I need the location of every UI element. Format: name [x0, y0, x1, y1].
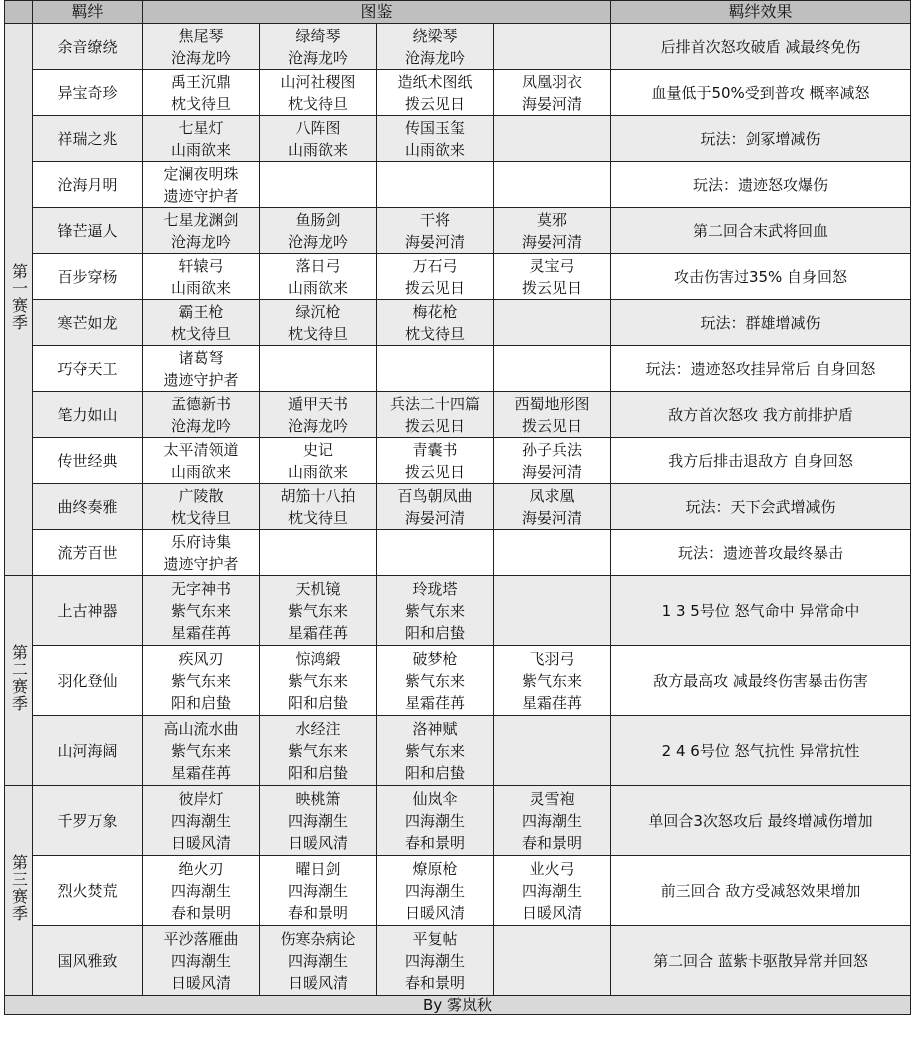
- bond-name: 烈火焚荒: [33, 856, 143, 926]
- codex-item-source: 四海潮生: [522, 881, 583, 900]
- codex-item-source: 四海潮生: [522, 811, 583, 830]
- codex-cell: [494, 530, 611, 576]
- codex-item-name: 曜日剑: [295, 859, 341, 878]
- codex-cell: [260, 716, 377, 786]
- codex-item-source: 四海潮生: [170, 951, 231, 970]
- codex-item-source: 海晏河清: [404, 508, 465, 527]
- codex-item-source: 山雨欲来: [287, 278, 348, 297]
- codex-cell: [143, 346, 260, 392]
- codex-item-name: 玲珑塔: [412, 579, 458, 598]
- codex-item-source: 紫气东来: [287, 741, 348, 760]
- codex-cell: [260, 856, 377, 926]
- codex-item-source: 山雨欲来: [287, 462, 348, 481]
- season-label: [5, 576, 33, 786]
- codex-item-source: 遗迹守护者: [163, 370, 239, 389]
- codex-item-source: 四海潮生: [287, 811, 348, 830]
- codex-item-name: 干将: [419, 210, 450, 229]
- bond-name: 余音缭绕: [33, 24, 143, 70]
- table-row: [5, 254, 911, 300]
- codex-item-name: 禹王沉鼎: [170, 72, 231, 91]
- codex-item-name: 孟德新书: [170, 394, 231, 413]
- codex-item-source: 紫气东来: [404, 671, 465, 690]
- codex-item-source: 春和景明: [522, 833, 583, 852]
- codex-cell: [494, 576, 611, 646]
- codex-item-source: 沧海龙吟: [404, 48, 465, 67]
- codex-item-name: 定澜夜明珠: [163, 164, 239, 183]
- codex-cell: [260, 646, 377, 716]
- codex-item-name: 胡笳十八拍: [280, 486, 356, 505]
- codex-item-name: 高山流水曲: [163, 719, 239, 738]
- codex-item-source: 拨云见日: [404, 462, 465, 481]
- codex-item-name: 遁甲天书: [287, 394, 348, 413]
- codex-item-source: 阳和启蛰: [287, 693, 348, 712]
- codex-cell: [377, 346, 494, 392]
- codex-item-name: 焦尾琴: [178, 26, 224, 45]
- codex-cell: [143, 438, 260, 484]
- codex-cell: [260, 926, 377, 996]
- codex-cell: [494, 646, 611, 716]
- codex-item-name: 业火弓: [529, 859, 575, 878]
- codex-item-name: 破梦枪: [412, 649, 458, 668]
- codex-cell: [377, 786, 494, 856]
- codex-cell: [143, 254, 260, 300]
- codex-item-source: 紫气东来: [404, 741, 465, 760]
- codex-item-name: 飞羽弓: [529, 649, 575, 668]
- codex-item-source: 山雨欲来: [287, 140, 348, 159]
- codex-cell: [260, 162, 377, 208]
- bond-name: 山河海阔: [33, 716, 143, 786]
- bond-name: 曲终奏雅: [33, 484, 143, 530]
- codex-item-source: 阳和启蛰: [404, 623, 465, 642]
- codex-cell: [494, 392, 611, 438]
- table-row: [5, 208, 911, 254]
- bond-effect: 单回合3次怒攻后 最终增减伤增加: [611, 786, 911, 856]
- bond-effect: 玩法：遗迹怒攻挂异常后 自身回怒: [611, 346, 911, 392]
- codex-cell: [260, 438, 377, 484]
- table-row: [5, 24, 911, 70]
- codex-item-source: 紫气东来: [522, 671, 583, 690]
- codex-item-name: 仙岚伞: [412, 789, 458, 808]
- codex-cell: [260, 786, 377, 856]
- table-row: [5, 576, 911, 646]
- codex-item-name: 孙子兵法: [522, 440, 583, 459]
- bond-name: 异宝奇珍: [33, 70, 143, 116]
- codex-cell: [494, 300, 611, 346]
- codex-item-name: 山河社稷图: [280, 72, 356, 91]
- codex-item-name: 史记: [302, 440, 333, 459]
- codex-cell: [143, 392, 260, 438]
- table-row: [5, 484, 911, 530]
- codex-item-source: 日暖风清: [170, 973, 231, 992]
- codex-cell: [143, 70, 260, 116]
- codex-cell: [260, 392, 377, 438]
- codex-item-name: 平沙落雁曲: [163, 929, 239, 948]
- codex-cell: [143, 926, 260, 996]
- codex-item-source: 海晏河清: [522, 462, 583, 481]
- codex-item-source: 星霜荏苒: [170, 623, 231, 642]
- codex-item-source: 沧海龙吟: [287, 232, 348, 251]
- codex-cell: [494, 926, 611, 996]
- bond-name: 巧夺天工: [33, 346, 143, 392]
- codex-cell: [377, 576, 494, 646]
- codex-cell: [143, 576, 260, 646]
- codex-cell: [377, 162, 494, 208]
- codex-item-name: 七星灯: [178, 118, 224, 137]
- codex-item-name: 莫邪: [537, 210, 568, 229]
- bond-name: 锋芒逼人: [33, 208, 143, 254]
- codex-cell: [143, 530, 260, 576]
- table-row: [5, 530, 911, 576]
- table-row: [5, 162, 911, 208]
- codex-cell: [143, 300, 260, 346]
- codex-cell: [494, 116, 611, 162]
- codex-item-source: 四海潮生: [170, 811, 231, 830]
- codex-item-source: 四海潮生: [287, 951, 348, 970]
- codex-cell: [143, 856, 260, 926]
- codex-item-source: 枕戈待旦: [287, 94, 348, 113]
- codex-item-source: 四海潮生: [170, 881, 231, 900]
- season-label-text: 第二赛季: [9, 643, 29, 712]
- codex-item-name: 灵雪袍: [529, 789, 575, 808]
- bond-name: 千罗万象: [33, 786, 143, 856]
- codex-item-name: 造纸术图纸: [397, 72, 473, 91]
- codex-item-source: 枕戈待旦: [170, 324, 231, 343]
- codex-cell: [260, 208, 377, 254]
- codex-cell: [377, 646, 494, 716]
- header-codex: 图鉴: [143, 1, 611, 24]
- codex-item-name: 水经注: [295, 719, 341, 738]
- codex-cell: [377, 926, 494, 996]
- codex-cell: [260, 254, 377, 300]
- codex-item-name: 绿沉枪: [295, 302, 341, 321]
- bond-effect: 1 3 5号位 怒气命中 异常命中: [611, 576, 911, 646]
- codex-cell: [494, 24, 611, 70]
- codex-item-source: 拨云见日: [404, 416, 465, 435]
- codex-item-name: 七星龙渊剑: [163, 210, 239, 229]
- bond-name: 传世经典: [33, 438, 143, 484]
- codex-item-source: 星霜荏苒: [404, 693, 465, 712]
- codex-cell: [143, 786, 260, 856]
- codex-item-source: 海晏河清: [522, 94, 583, 113]
- codex-cell: [143, 116, 260, 162]
- codex-item-source: 日暖风清: [522, 903, 583, 922]
- codex-item-name: 百鸟朝凤曲: [397, 486, 473, 505]
- codex-cell: [494, 70, 611, 116]
- bond-name: 流芳百世: [33, 530, 143, 576]
- header-bond: 羁绊: [33, 1, 143, 24]
- bond-effect: 第二回合 蓝紫卡驱散异常并回怒: [611, 926, 911, 996]
- codex-item-source: 枕戈待旦: [404, 324, 465, 343]
- codex-cell: [377, 300, 494, 346]
- codex-item-source: 山雨欲来: [404, 140, 465, 159]
- codex-item-name: 太平清领道: [163, 440, 239, 459]
- codex-item-name: 鱼肠剑: [295, 210, 341, 229]
- codex-item-source: 阳和启蛰: [404, 763, 465, 782]
- codex-item-name: 绕梁琴: [412, 26, 458, 45]
- codex-cell: [260, 346, 377, 392]
- table-row: [5, 116, 911, 162]
- bond-effect: 2 4 6号位 怒气抗性 异常抗性: [611, 716, 911, 786]
- codex-item-source: 星霜荏苒: [170, 763, 231, 782]
- bond-name: 沧海月明: [33, 162, 143, 208]
- codex-item-source: 沧海龙吟: [170, 416, 231, 435]
- codex-cell: [260, 300, 377, 346]
- bond-effect: 玩法：剑冢增减伤: [611, 116, 911, 162]
- bond-name: 上古神器: [33, 576, 143, 646]
- codex-item-source: 沧海龙吟: [170, 48, 231, 67]
- codex-cell: [494, 856, 611, 926]
- codex-item-source: 枕戈待旦: [287, 508, 348, 527]
- codex-cell: [377, 856, 494, 926]
- codex-item-name: 疾风刃: [178, 649, 224, 668]
- bond-name: 祥瑞之兆: [33, 116, 143, 162]
- bond-name: 笔力如山: [33, 392, 143, 438]
- codex-cell: [260, 70, 377, 116]
- season-label-text: 第三赛季: [9, 853, 29, 922]
- codex-item-source: 紫气东来: [170, 671, 231, 690]
- codex-item-source: 遗迹守护者: [163, 186, 239, 205]
- codex-cell: [377, 716, 494, 786]
- codex-item-source: 沧海龙吟: [287, 48, 348, 67]
- bond-name: 寒芒如龙: [33, 300, 143, 346]
- codex-item-source: 紫气东来: [287, 601, 348, 620]
- codex-item-source: 拨云见日: [404, 278, 465, 297]
- bond-effect: 后排首次怒攻破盾 减最终免伤: [611, 24, 911, 70]
- codex-cell: [494, 254, 611, 300]
- bond-effect: 第二回合末武将回血: [611, 208, 911, 254]
- codex-cell: [494, 208, 611, 254]
- codex-cell: [260, 576, 377, 646]
- codex-item-source: 紫气东来: [287, 671, 348, 690]
- codex-item-source: 日暖风清: [287, 973, 348, 992]
- codex-item-source: 星霜荏苒: [522, 693, 583, 712]
- codex-cell: [494, 716, 611, 786]
- bond-effect: 前三回合 敌方受减怒效果增加: [611, 856, 911, 926]
- codex-item-source: 阳和启蛰: [287, 763, 348, 782]
- codex-cell: [377, 530, 494, 576]
- bond-effect: 敌方最高攻 减最终伤害暴击伤害: [611, 646, 911, 716]
- bond-name: 百步穿杨: [33, 254, 143, 300]
- codex-item-name: 绝火刃: [178, 859, 224, 878]
- codex-item-name: 凤求凰: [529, 486, 575, 505]
- codex-cell: [377, 208, 494, 254]
- codex-item-source: 紫气东来: [170, 741, 231, 760]
- codex-item-name: 彼岸灯: [178, 789, 224, 808]
- codex-cell: [260, 484, 377, 530]
- codex-item-source: 四海潮生: [404, 811, 465, 830]
- codex-item-name: 轩辕弓: [178, 256, 224, 275]
- codex-item-source: 紫气东来: [404, 601, 465, 620]
- bond-effect: 我方后排击退敌方 自身回怒: [611, 438, 911, 484]
- table-body: [5, 24, 911, 996]
- codex-cell: [143, 162, 260, 208]
- footer-row: [5, 996, 911, 1015]
- codex-item-source: 星霜荏苒: [287, 623, 348, 642]
- codex-item-name: 天机镜: [295, 579, 341, 598]
- season-label-text: 第一赛季: [9, 262, 29, 331]
- codex-cell: [377, 70, 494, 116]
- codex-item-source: 沧海龙吟: [287, 416, 348, 435]
- codex-item-source: 拨云见日: [522, 416, 583, 435]
- codex-item-source: 海晏河清: [404, 232, 465, 251]
- codex-item-name: 广陵散: [178, 486, 224, 505]
- codex-item-source: 拨云见日: [404, 94, 465, 113]
- bond-name: 国风雅致: [33, 926, 143, 996]
- table-row: [5, 926, 911, 996]
- author-credit: By 雾岚秋: [5, 996, 911, 1015]
- corner-cell: [5, 1, 33, 24]
- bond-table: [4, 0, 911, 1015]
- codex-cell: [494, 162, 611, 208]
- table-row: [5, 392, 911, 438]
- season-label: [5, 786, 33, 996]
- bond-effect: 玩法：天下会武增减伤: [611, 484, 911, 530]
- codex-cell: [494, 786, 611, 856]
- codex-item-name: 青囊书: [412, 440, 458, 459]
- codex-item-name: 燎原枪: [412, 859, 458, 878]
- codex-item-source: 枕戈待旦: [170, 94, 231, 113]
- codex-item-source: 山雨欲来: [170, 462, 231, 481]
- codex-item-source: 四海潮生: [287, 881, 348, 900]
- codex-cell: [494, 438, 611, 484]
- codex-item-source: 四海潮生: [404, 881, 465, 900]
- codex-item-source: 春和景明: [170, 903, 231, 922]
- codex-item-source: 海晏河清: [522, 232, 583, 251]
- codex-cell: [260, 116, 377, 162]
- codex-cell: [143, 24, 260, 70]
- codex-item-name: 诸葛弩: [178, 348, 224, 367]
- season-label: [5, 24, 33, 576]
- codex-item-name: 映桃箫: [295, 789, 341, 808]
- bond-name: 羽化登仙: [33, 646, 143, 716]
- codex-item-source: 紫气东来: [170, 601, 231, 620]
- table-row: [5, 786, 911, 856]
- codex-cell: [377, 392, 494, 438]
- codex-cell: [377, 438, 494, 484]
- codex-item-name: 霸王枪: [178, 302, 224, 321]
- codex-item-source: 山雨欲来: [170, 278, 231, 297]
- codex-cell: [494, 484, 611, 530]
- codex-item-name: 西蜀地形图: [514, 394, 590, 413]
- table-row: [5, 346, 911, 392]
- codex-cell: [143, 484, 260, 530]
- codex-item-name: 八阵图: [295, 118, 341, 137]
- codex-item-name: 伤寒杂病论: [280, 929, 356, 948]
- codex-cell: [377, 24, 494, 70]
- codex-item-name: 绿绮琴: [295, 26, 341, 45]
- table-row: [5, 646, 911, 716]
- codex-item-name: 万石弓: [412, 256, 458, 275]
- codex-item-name: 乐府诗集: [170, 532, 231, 551]
- header-row: [5, 1, 911, 24]
- codex-item-source: 春和景明: [287, 903, 348, 922]
- codex-item-name: 平复帖: [412, 929, 458, 948]
- codex-cell: [494, 346, 611, 392]
- codex-item-source: 山雨欲来: [170, 140, 231, 159]
- table-row: [5, 716, 911, 786]
- codex-item-source: 阳和启蛰: [170, 693, 231, 712]
- codex-item-source: 四海潮生: [404, 951, 465, 970]
- codex-item-source: 枕戈待旦: [170, 508, 231, 527]
- header-effect: 羁绊效果: [611, 1, 911, 24]
- codex-cell: [143, 716, 260, 786]
- table-row: [5, 300, 911, 346]
- table-row: [5, 438, 911, 484]
- codex-cell: [377, 484, 494, 530]
- bond-effect: 攻击伤害过35% 自身回怒: [611, 254, 911, 300]
- codex-cell: [377, 116, 494, 162]
- codex-item-name: 落日弓: [295, 256, 341, 275]
- bond-effect: 敌方首次怒攻 我方前排护盾: [611, 392, 911, 438]
- codex-cell: [377, 254, 494, 300]
- codex-item-name: 灵宝弓: [529, 256, 575, 275]
- codex-item-name: 惊鸿緞: [295, 649, 341, 668]
- codex-item-name: 无字神书: [170, 579, 231, 598]
- codex-item-source: 日暖风清: [170, 833, 231, 852]
- codex-item-source: 海晏河清: [522, 508, 583, 527]
- codex-item-source: 春和景明: [404, 833, 465, 852]
- codex-item-source: 枕戈待旦: [287, 324, 348, 343]
- codex-item-source: 日暖风清: [287, 833, 348, 852]
- codex-item-name: 梅花枪: [412, 302, 458, 321]
- table-row: [5, 856, 911, 926]
- codex-item-source: 日暖风清: [404, 903, 465, 922]
- codex-item-source: 沧海龙吟: [170, 232, 231, 251]
- codex-cell: [143, 208, 260, 254]
- codex-cell: [260, 24, 377, 70]
- table-row: [5, 70, 911, 116]
- bond-effect: 血量低于50%受到普攻 概率减怒: [611, 70, 911, 116]
- codex-item-name: 兵法二十四篇: [389, 394, 480, 413]
- codex-item-source: 遗迹守护者: [163, 554, 239, 573]
- codex-item-name: 凤凰羽衣: [522, 72, 583, 91]
- codex-cell: [143, 646, 260, 716]
- codex-item-source: 春和景明: [404, 973, 465, 992]
- codex-item-name: 传国玉玺: [404, 118, 465, 137]
- codex-item-name: 洛神赋: [412, 719, 458, 738]
- codex-item-source: 拨云见日: [522, 278, 583, 297]
- bond-effect: 玩法：遗迹普攻最终暴击: [611, 530, 911, 576]
- bond-effect: 玩法：遗迹怒攻爆伤: [611, 162, 911, 208]
- bond-effect: 玩法：群雄增减伤: [611, 300, 911, 346]
- codex-cell: [260, 530, 377, 576]
